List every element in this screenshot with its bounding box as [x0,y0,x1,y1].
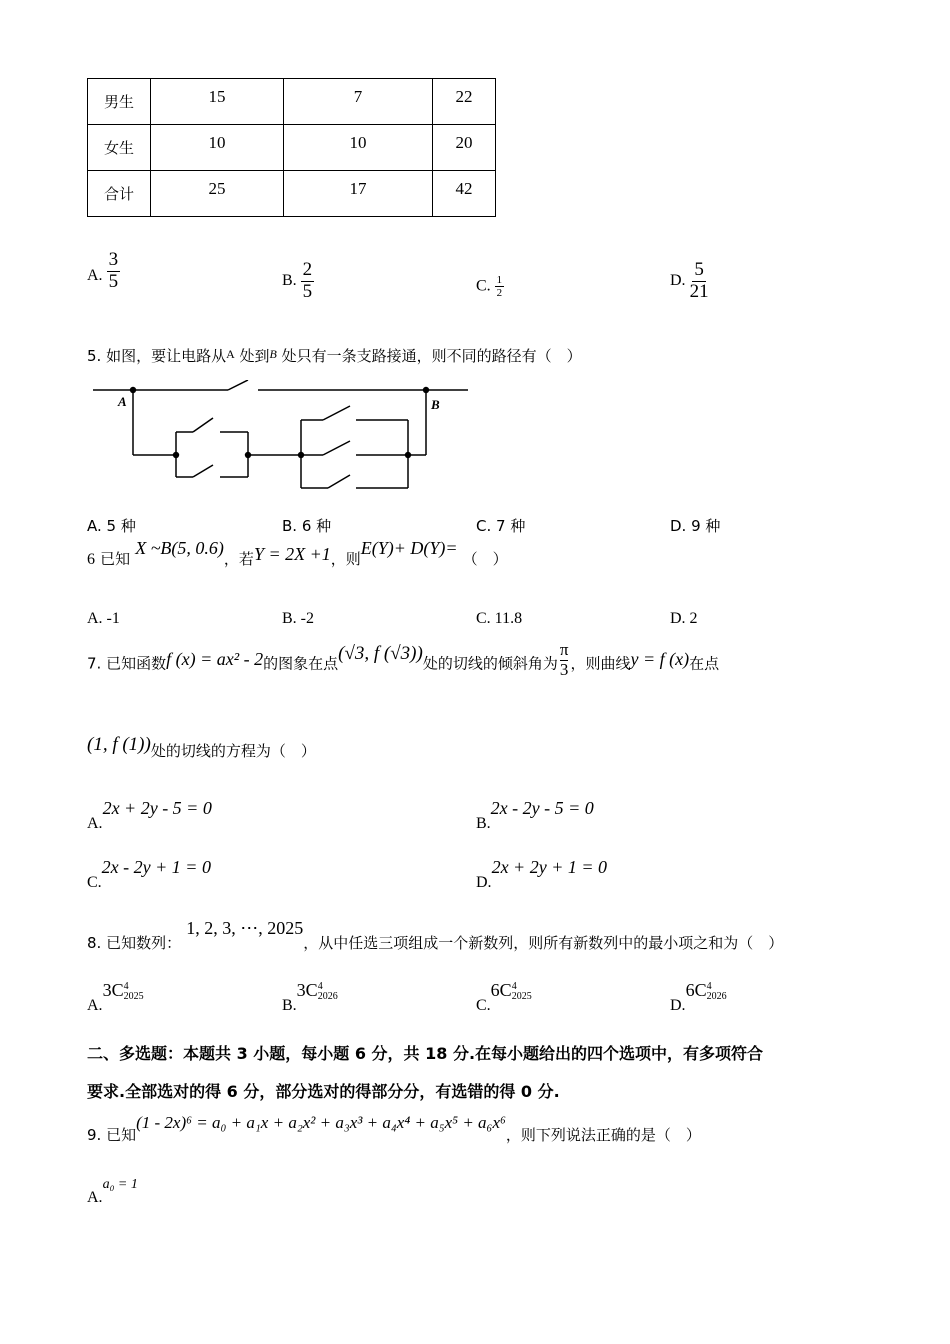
row-label: 合计 [88,171,151,217]
table-cell: 10 [284,125,433,171]
q5-option-d[interactable]: D. 9 种 [670,517,721,535]
q9-stem: 9. 已知(1 - 2x)⁶ = a₀ + a₁x + a₂x² + a₃x³ + a₄x⁴ + a₅x⁵ + a₆x⁶，则下列说法正确的是（ ） [87,1113,701,1144]
q8-stem: 8. 已知数列： 1, 2, 3, ⋯, 2025，从中任选三项组成一个新数列，则所有新数列中的最小项之和为（ ） [87,918,784,952]
q6-option-d[interactable]: D. 2 [670,610,698,627]
q7-stem: 7. 已知函数f (x) = ax² - 2的图象在点(√3, f (√3))处的切线的倾斜角为 $\frac{\pi}{3}$ ，则曲线y = f (x)在点 [87,640,720,679]
table-cell: 7 [284,79,433,125]
table-cell: 42 [433,171,496,217]
section2-heading-line1: 二、多选题：本题共 3 小题，每小题 6 分，共 18 分.在每小题给出的四个选项中，有多项符合 [87,1044,764,1063]
row-label: 男生 [88,79,151,125]
q5-option-b[interactable]: B. 6 种 [282,517,332,535]
q8-option-d[interactable]: D.6C 4 2026 [670,980,727,1014]
q6-option-b[interactable]: B. -2 [282,610,314,627]
q6-option-c[interactable]: C. 11.8 [476,610,523,627]
label-a: A [118,394,127,409]
q7-option-c[interactable]: C.2x - 2y + 1 = 0 [87,857,211,891]
q7-option-b[interactable]: B.2x - 2y - 5 = 0 [476,798,594,832]
row-label: 女生 [88,125,151,171]
q5-option-c[interactable]: C. 7 种 [476,517,526,535]
table-cell: 20 [433,125,496,171]
q8-option-a[interactable]: A.3C 4 2025 [87,980,144,1014]
gender-table [87,78,496,217]
q8-option-c[interactable]: C.6C 4 2025 [476,980,532,1014]
table-cell: 10 [151,125,284,171]
q7-option-a[interactable]: A.2x + 2y - 5 = 0 [87,798,212,832]
table-row [88,79,496,125]
q6-option-a[interactable]: A. -1 [87,610,120,627]
table-cell: 22 [433,79,496,125]
table-cell: 25 [151,171,284,217]
q5-stem: 5. 如图，要让电路从$^A$ 处到$^B$ 处只有一条支路接通，则不同的路径有（ ） [87,347,582,365]
circuit-diagram [88,380,478,495]
q9-option-a[interactable]: A.a₀ = 1 [87,1177,138,1206]
q5-option-a[interactable]: A. 5 种 [87,517,136,535]
table-row [88,171,496,217]
q4-option-d[interactable]: D. $\frac{5}{21}$ [670,259,709,302]
q4-option-b[interactable]: B. $\frac{2}{5}$ [282,259,313,302]
label-b: B [431,397,440,412]
q4-option-a[interactable]: A. $\frac{3}{5}$ [87,249,119,292]
q7-option-d[interactable]: D.2x + 2y + 1 = 0 [476,857,607,891]
q8-option-b[interactable]: B.3C 4 2026 [282,980,338,1014]
q6-stem: 6 已知 X ~B(5, 0.6)，若Y = 2X +1，则E(Y)+ D(Y)= （ ） [87,538,508,568]
table-row [88,125,496,171]
table-cell: 17 [284,171,433,217]
section2-heading-line2: 要求.全部选对的得 6 分，部分选对的得部分分，有选错的得 0 分. [87,1082,560,1101]
q4-option-c[interactable]: C. $\frac{1}{2}$ [476,274,503,300]
table-cell: 15 [151,79,284,125]
q7-stem-cont: (1, f (1))处的切线的方程为（ ） [87,734,316,760]
